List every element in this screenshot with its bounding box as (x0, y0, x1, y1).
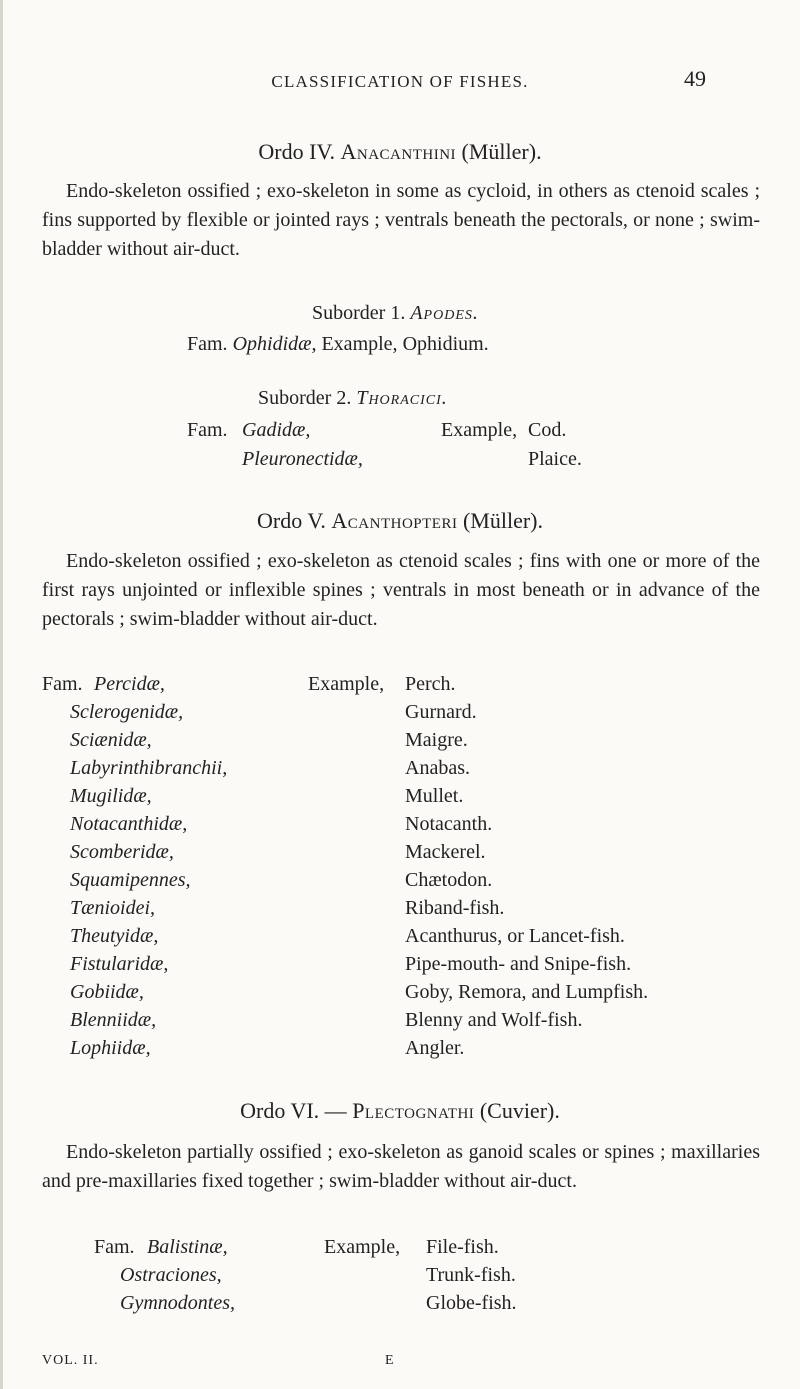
ordo-v-row: Lophiidæ, Angler. (70, 1037, 465, 1059)
ordo-v-description: Endo-skeleton ossified ; exo-skeleton as ctenoid scales ; fins with one or more of the first rays unjointed or inflexible spines ; ventrals in most beneath or in advance of the pectorals ; swim-bladder without air-duct. (42, 550, 760, 630)
suborder-2-heading: Suborder 2. Thoracici. (258, 387, 448, 409)
ordo-iv-heading: Ordo IV. Anacanthini (Müller). (258, 139, 542, 164)
ordo-v-row: Scomberidæ, Mackerel. (70, 841, 486, 863)
suborder-1-family-row: Fam. Ophididæ, Example, Ophidium. (187, 333, 489, 355)
ordo-v-row: Blenniidæ, Blenny and Wolf-fish. (70, 1009, 583, 1031)
ordo-vi-row: Fam. Balistinæ, Example, File-fish. (94, 1236, 499, 1258)
ordo-v-row: Theutyidæ, Acanthurus, or Lancet-fish. (70, 925, 625, 947)
ordo-v-row: Sciænidæ, Maigre. (70, 729, 468, 751)
ordo-v-heading: Ordo V. Acanthopteri (Müller). (257, 508, 543, 533)
ordo-vi-row: Ostraciones, Trunk-fish. (120, 1264, 516, 1286)
ordo-v-row: Labyrinthibranchii, Anabas. (70, 757, 470, 779)
ordo-v-row: Gobiidæ, Goby, Remora, and Lumpfish. (70, 981, 649, 1003)
volume-label: VOL. II. (42, 1353, 99, 1368)
ordo-v-row: Sclerogenidæ, Gurnard. (70, 701, 477, 723)
ordo-v-row: Squamipennes, Chætodon. (70, 869, 493, 891)
page-header (0, 66, 800, 102)
suborder-2-row: Fam. Gadidæ, Example, Cod. (187, 419, 567, 441)
ordo-v-row: Tænioidei, Riband-fish. (70, 897, 505, 919)
running-head: CLASSIFICATION OF FISHES. (271, 72, 529, 91)
suborder-2-row: Pleuronectidæ, Plaice. (242, 448, 582, 470)
ordo-v-row: Fistularidæ, Pipe-mouth- and Snipe-fish. (70, 953, 632, 975)
ordo-iv-description: Endo-skeleton ossified ; exo-skeleton in some as cycloid, in others as ctenoid scales ; fins supported by flexible or jointed rays ; ventrals beneath the pectorals, or none ; swim-bladder without air-duct. (42, 180, 760, 260)
ordo-v-row: Fam. Percidæ, Example, Perch. (42, 673, 456, 695)
page-number: 49 (684, 66, 706, 91)
ordo-vi-row: Gymnodontes, Globe-fish. (120, 1292, 517, 1314)
signature-mark: E (385, 1353, 394, 1368)
page-footer (0, 1353, 800, 1375)
ordo-vi-heading: Ordo VI. — Plectognathi (Cuvier). (240, 1098, 560, 1123)
ordo-vi-description: Endo-skeleton partially ossified ; exo-skeleton as ganoid scales or spines ; maxillaries and pre-maxillaries fixed together ; swim-bladder without air-duct. (42, 1141, 760, 1192)
ordo-v-row: Notacanthidæ, Notacanth. (70, 813, 493, 835)
suborder-1-heading: Suborder 1. Apodes. (312, 302, 479, 324)
ordo-v-row: Mugilidæ, Mullet. (70, 785, 464, 807)
